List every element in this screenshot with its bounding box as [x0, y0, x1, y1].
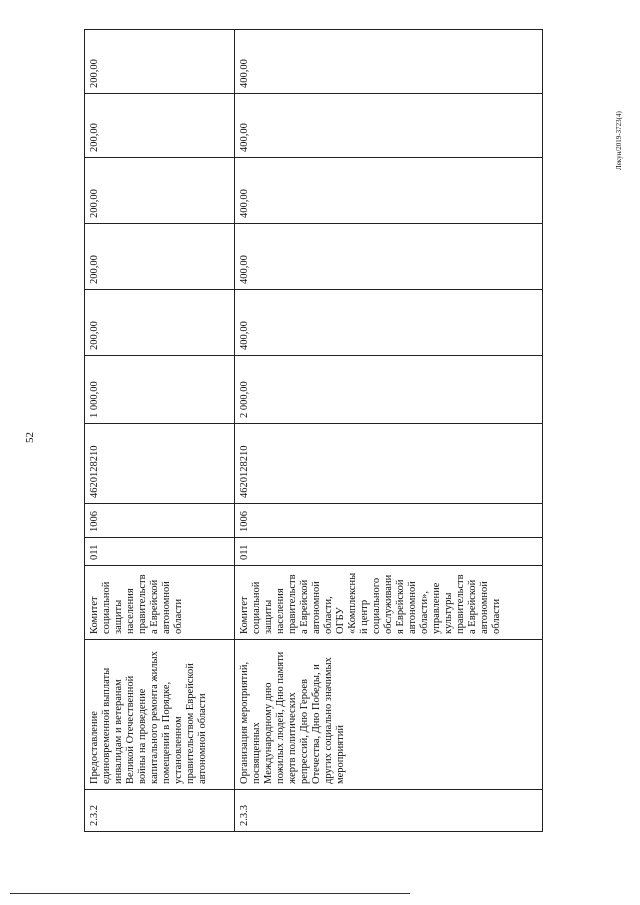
- row-value-total: 1 000,00: [85, 356, 235, 424]
- row-value-year: 400,00: [235, 158, 543, 224]
- row-value-year: 200,00: [85, 224, 235, 290]
- row-section-code: 1006: [85, 504, 235, 538]
- row-number: 2.3.2: [85, 790, 235, 832]
- row-target-code: 4620128210: [85, 424, 235, 504]
- row-value-year: 200,00: [85, 290, 235, 356]
- row-value-year: 200,00: [85, 94, 235, 158]
- row-description: Организация мероприятий, посвященных Международному дню пожилых людей, Дню памяти жертв политических репрессий, Дню Героев Отечества, Дню Победы, и других социально значимых мероприятий: [235, 640, 543, 790]
- table-row: [235, 30, 543, 832]
- row-section-code: 1006: [235, 504, 543, 538]
- rotated-table-container: [84, 30, 542, 832]
- row-value-year: 400,00: [235, 290, 543, 356]
- row-value-year: 200,00: [85, 158, 235, 224]
- row-executor: Комитет социальной защиты населения правительства Еврейской автономной области, ОГБУ «Комплексный центр социального обслуживания Еврейской автономной области», управление культуры правительства Еврейской автономной области: [235, 566, 543, 640]
- table-row: [85, 30, 235, 832]
- row-grbs-code: 011: [85, 538, 235, 566]
- row-target-code: 4620128210: [235, 424, 543, 504]
- row-grbs-code: 011: [235, 538, 543, 566]
- budget-table: [84, 29, 543, 832]
- page-number: 52: [24, 432, 36, 443]
- row-value-year: 400,00: [235, 94, 543, 158]
- footer-divider: [10, 893, 410, 894]
- row-value-year: 400,00: [235, 224, 543, 290]
- row-executor: Комитет социальной защиты населения правительства Еврейской автономной области: [85, 566, 235, 640]
- row-value-year: 200,00: [85, 30, 235, 94]
- row-value-total: 2 000,00: [235, 356, 543, 424]
- row-value-year: 400,00: [235, 30, 543, 94]
- document-reference: Лекун/2019-3723(4): [615, 111, 623, 170]
- row-number: 2.3.3: [235, 790, 543, 832]
- row-description: Предоставление единовременной выплаты инвалидам и ветеранам Великой Отечественной войны на проведение капитального ремонта жилых помещений в Порядке, установленном правительством Еврейской автономной области: [85, 640, 235, 790]
